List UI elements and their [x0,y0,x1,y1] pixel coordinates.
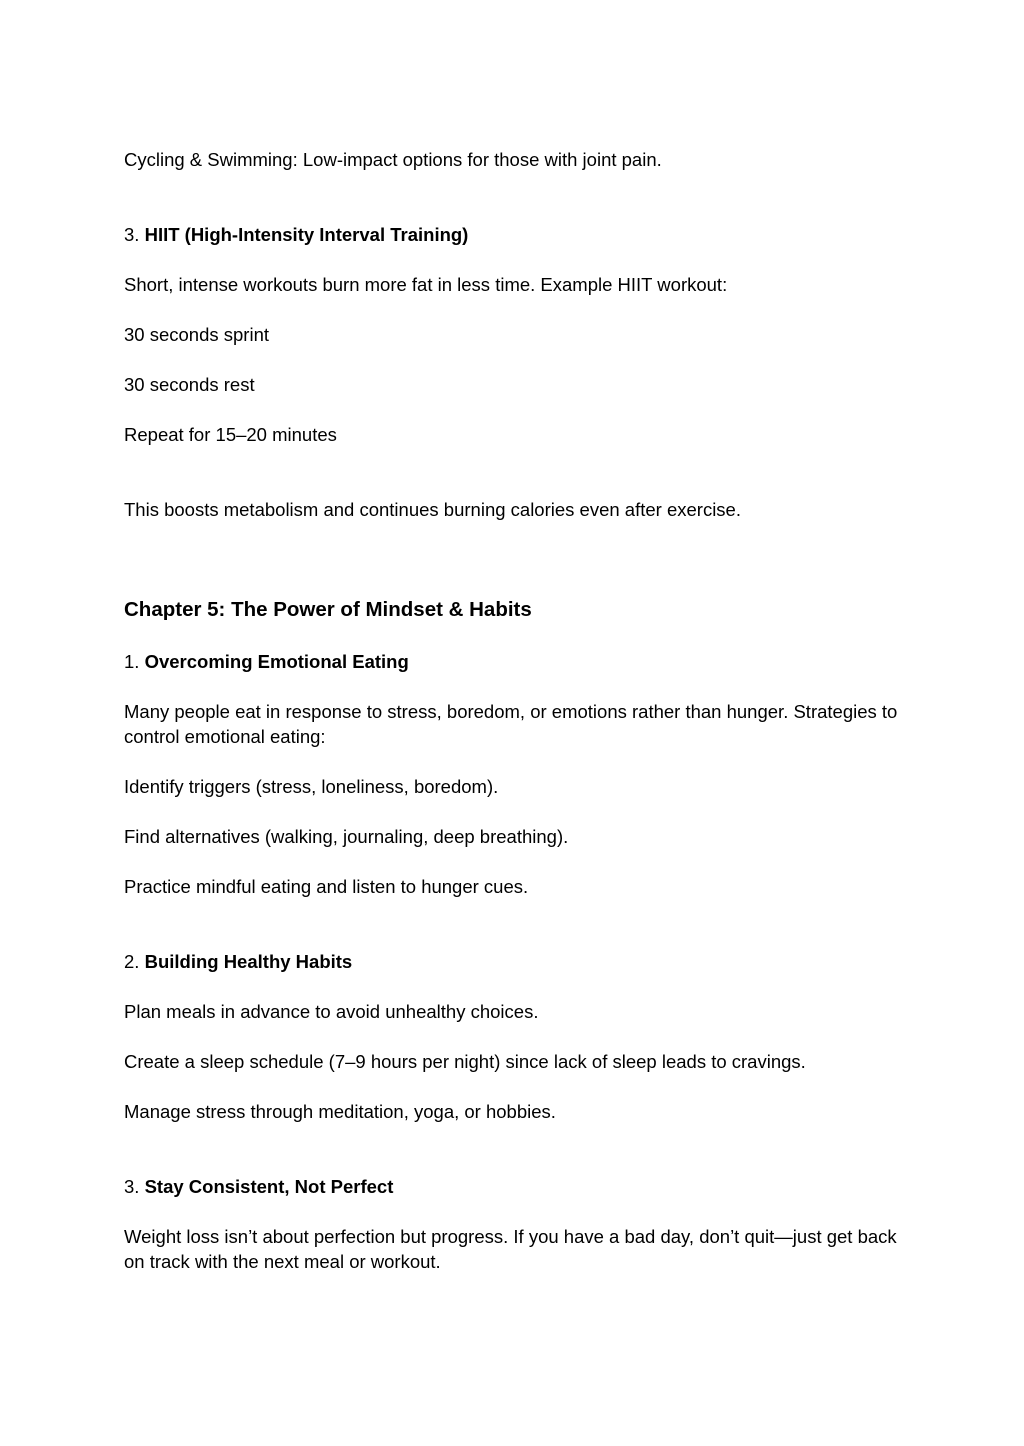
section2-item: Manage stress through meditation, yoga, or hobbies. [124,1101,556,1122]
section2-number: 2. [124,951,140,972]
hiit-intro: Short, intense workouts burn more fat in less time. Example HIIT workout: [124,274,728,295]
hiit-summary: This boosts metabolism and continues burning calories even after exercise. [124,499,741,520]
section3-body: Weight loss isn’t about perfection but progress. If you have a bad day, don’t quit—just get back on track with the next meal or workout. [124,1226,897,1272]
section1-heading [124,649,904,674]
hiit-heading-number: 3. [124,224,140,245]
cycling-swimming-line: Cycling & Swimming: Low-impact options for those with joint pain. [124,149,662,170]
section3-heading [124,1174,904,1199]
section3-number: 3. [124,1176,140,1197]
section1-intro: Many people eat in response to stress, boredom, or emotions rather than hunger. Strategies to control emotional eating: [124,701,898,747]
section1-item: Identify triggers (stress, loneliness, boredom). [124,776,499,797]
section2-title: Building Healthy Habits [144,951,353,972]
section1-item: Practice mindful eating and listen to hunger cues. [124,876,529,897]
section2-item: Create a sleep schedule (7–9 hours per night) since lack of sleep leads to cravings. [124,1051,806,1072]
section3-title: Stay Consistent, Not Perfect [144,1176,394,1197]
section2-item: Plan meals in advance to avoid unhealthy choices. [124,1001,539,1022]
section1-number: 1. [124,651,140,672]
chapter-title: Chapter 5: The Power of Mindset & Habits [124,598,532,621]
hiit-heading [124,222,904,247]
section2-heading [124,949,904,974]
hiit-step: Repeat for 15–20 minutes [124,424,337,445]
hiit-step: 30 seconds rest [124,374,255,395]
section1-item: Find alternatives (walking, journaling, deep breathing). [124,826,569,847]
hiit-step: 30 seconds sprint [124,324,270,345]
section1-title: Overcoming Emotional Eating [144,651,409,672]
hiit-heading-title: HIIT (High-Intensity Interval Training) [144,224,469,245]
